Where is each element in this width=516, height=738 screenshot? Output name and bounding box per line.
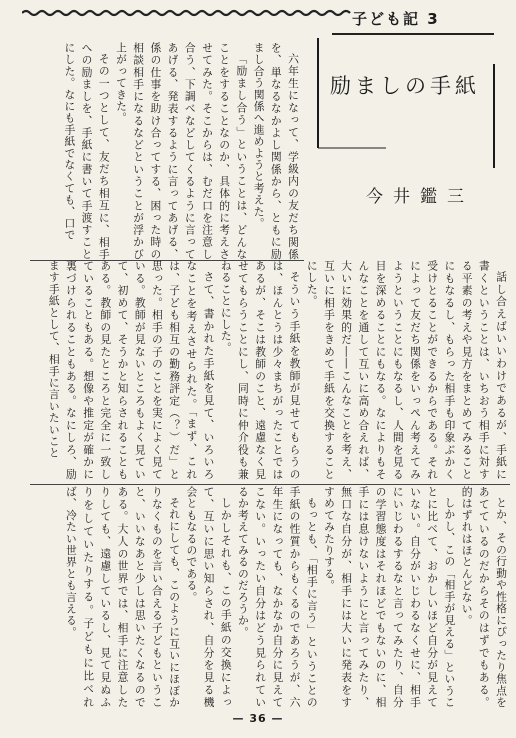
series-underline (332, 33, 494, 35)
column-divider (30, 484, 510, 485)
page-number: — 36 — (232, 712, 284, 725)
series-heading: 子ども記 3 (352, 10, 440, 28)
author-name: 今井鑑三 (366, 187, 474, 207)
paragraph: 「励まし合う」ということは、どんなことをすることなのか、具体的に考えさせてみた。そこからは、むだ口を注意し合う、下調べなどしてくるように言ってあげる、発表するように言ってあげる、係の仕事を助け合ってする、困った時の相談相手になるなどということが浮かび上がってきた。 (114, 42, 249, 260)
text-column-bottom (40, 486, 510, 708)
paragraph: さて、書かれた手紙を見て、いろいろなことを考えさせられた。「まず、これは、子ども相互の勤務評定（？）だ」と思った。相手の子のことを実によく見ている。教師が見ないところもよく見ていて、初めて、そうかと知らされることもある。教師の見たところと完全に一致していることもある。想像や推定が確かに裏づけられることもある。なにしろ、励ます手紙として、相手に言いたいこと (47, 260, 216, 480)
paragraph: とか、その行動や性格にぴったり焦点をあてているのだからそのはずでもある。的はずれはほとんどない。 (460, 486, 508, 708)
paragraph: 六年生になって、学級内の友だち関係を、単なるなかよし関係から、ともに励まし合う関係へ進めようと考えた。 (252, 42, 300, 260)
text-column-top (40, 42, 302, 260)
paragraph: しかしそれも、この手紙の交換によって、互いに思い知らされ、自分を見る機会ともなるのである。 (185, 486, 233, 708)
text-column-middle (40, 260, 510, 480)
paragraph: もっとも、「相手に言う」ということの手紙の性質からもくるのであろうが、六年生になっても、なかなか自分に見えてこない。いったい自分はどう見られているか考えてみるのだろうか。 (236, 486, 319, 708)
title-frame (308, 36, 498, 170)
paragraph: しかし、この「相手が見える」ということに比べて、おかしいほど自分が見えていない。自分がいじわるなくせに、相手にいじわるするなと言ってみたり、自分の学習態度はそれほどでもないのに、相手には息けないようにと言ってみたり、無口な自分が、相手には大いに発表をすすめてみたりする。 (322, 486, 457, 708)
paragraph: そういう手紙を教師が見せてもらうのは、ほんとうは少々まちがったことではあるが、そこは教師のこと、遠慮なく見せてもらうことにし、同時に仲介役も兼ねることにした。 (219, 260, 302, 480)
paragraph: 話し合えばいいわけであるが、手紙に書くということは、いちおう相手に対する平素の考えや見方をまとめてみることにもなるし、もらった相手も印象ぶかく受けとることができるからである。それによって友だち関係をいっぺん考えてみようということにもなるし、人間を見る目を深めることにもなる。なによりもそんなことを通して互いに高め合えれば、大いに効果的だ――こんなことを考え、互いに相手をきめて手紙を交換することにした。 (305, 260, 508, 480)
article-title: 励ましの手紙 (330, 74, 480, 98)
paragraph: それにしても、このように互いにほぼかりなくものを言い合える子どもということ、いいなあと少しは思いたくなるのである。大人の世界では、相手に注意したりしても、遠慮しているし、見て見ぬふりをしていたりする。子どもに比べれば、冷たい世界とも言える。 (64, 486, 182, 708)
paragraph: その一つとして、友だち相互に、相手への励ましを、手紙に書いて手渡すことにした。なにも手紙でなくても、口で (63, 42, 111, 260)
wavy-border-ornament (22, 9, 352, 17)
